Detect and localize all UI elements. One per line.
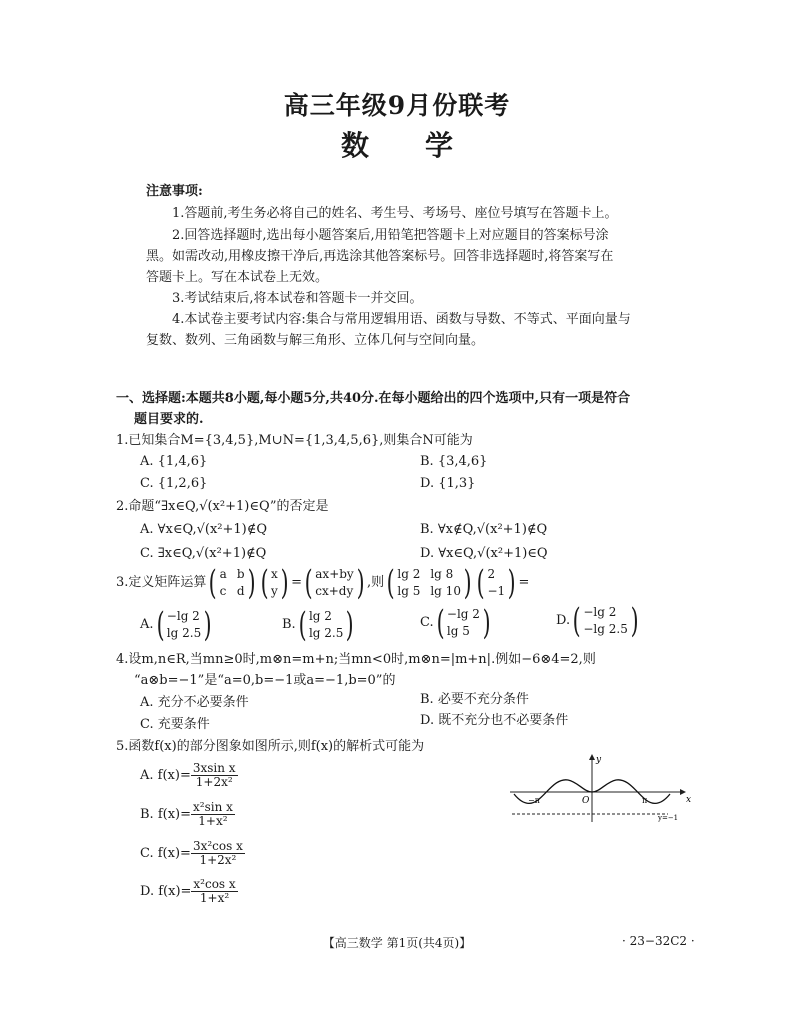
option-vector: ( lg 2 lg 2.5 ) [298, 605, 354, 645]
matrix-cell: lg 8 [430, 567, 454, 581]
page-footer: 【高三数学 第1页(共4页)】 [322, 936, 472, 950]
q3-option-b [282, 605, 357, 645]
matrix-cell: a [219, 567, 227, 581]
notes-line: 黑。如需改动,用橡皮擦干净后,再选涂其他答案标号。回答非选择题时,将答案写在 [146, 249, 614, 264]
notes-heading: 注意事项: [146, 184, 203, 199]
matrix-cell: x [271, 567, 278, 581]
vector-result: ( ax+by cx+dy ) [304, 563, 365, 603]
origin-label: O [582, 796, 590, 806]
matrix-ab: ( a b c d ) [209, 563, 256, 603]
matrix-cell: d [236, 584, 245, 598]
option-label: D. [556, 613, 571, 628]
q3-option-a [140, 605, 214, 645]
subject-title [0, 124, 794, 164]
exam-code: · 23−32C2 · [622, 934, 695, 948]
numerator: x²cos x [193, 877, 236, 891]
q4-option-b: B. 必要不充分条件 [420, 692, 529, 707]
q3-option-c [420, 603, 493, 643]
fraction [191, 801, 235, 828]
q1-option-d: D. {1,3} [420, 476, 476, 491]
neg-pi-label: −π [528, 796, 540, 805]
option-label: B. f(x)= [140, 806, 191, 822]
matrix-cell: −1 [487, 584, 506, 598]
q4-option-a: A. 充分不必要条件 [140, 695, 249, 710]
q2-option-c: C. ∃x∈Q,√(x²+1)∉Q [140, 546, 267, 561]
asymptote-label: y=−1 [658, 814, 679, 822]
matrix-cell: y [271, 584, 278, 598]
q1-option-b: B. {3,4,6} [420, 454, 488, 469]
fraction [191, 762, 238, 789]
x-axis-label: x [686, 795, 692, 805]
option-label: D. f(x)= [140, 883, 192, 899]
vector-2-1: ( 2 −1 ) [476, 563, 516, 603]
matrix-cell: 2 [487, 567, 496, 581]
matrix-cell: lg 2.5 [166, 626, 202, 640]
q3-equals-end: = [518, 575, 530, 590]
option-label: B. [282, 617, 296, 632]
q1-option-c: C. {1,2,6} [140, 476, 208, 491]
fraction [191, 878, 237, 905]
matrix-cell: −lg 2 [166, 609, 200, 623]
q5-option-c [140, 840, 245, 867]
exam-title: 高三年级9月份联考 [283, 91, 511, 120]
matrix-cell: lg 2.5 [308, 626, 344, 640]
q3-prefix: 3.定义矩阵运算 [116, 575, 207, 590]
y-axis-label: y [596, 755, 602, 765]
option-label: A. [140, 617, 154, 632]
denominator: 1+2x² [195, 775, 233, 789]
matrix-cell: lg 2 [308, 609, 332, 623]
matrix-lg: ( lg 2 lg 8 lg 5 lg 10 ) [386, 563, 472, 603]
q4-option-c: C. 充要条件 [140, 717, 210, 732]
fraction [191, 840, 245, 867]
notes-line: 1.答题前,考生务必将自己的姓名、考生号、考场号、座位号填写在答题卡上。 [172, 206, 618, 221]
q3-equals: = [291, 575, 302, 590]
denominator: 1+x² [199, 891, 230, 905]
option-label: C. [420, 615, 434, 630]
matrix-cell: c [219, 584, 227, 598]
subject-char: 数 [340, 129, 369, 162]
q4-stem-cont: “a⊗b=−1”是“a=0,b=−1或a=−1,b=0”的 [134, 673, 396, 688]
q2-option-a: A. ∀x∈Q,√(x²+1)∉Q [140, 522, 268, 537]
y-axis-arrow [589, 754, 595, 760]
q2-option-b: B. ∀x∉Q,√(x²+1)∉Q [420, 522, 548, 537]
matrix-cell: lg 2 [397, 567, 421, 581]
notes-line: 3.考试结束后,将本试卷和答题卡一并交回。 [172, 291, 423, 306]
notes-line: 2.回答选择题时,选出每小题答案后,用铅笔把答题卡上对应题目的答案标号涂 [172, 228, 609, 243]
q1-option-a: A. {1,4,6} [140, 454, 208, 469]
matrix-cell: lg 5 [397, 584, 421, 598]
numerator: 3x²cos x [192, 839, 243, 853]
notes-line: 答题卡上。写在本试卷上无效。 [146, 270, 329, 285]
q4-stem: 4.设m,n∈R,当mn≥0时,m⊗n=m+n;当mn<0时,m⊗n=|m+n|.例如−6⊗4=2,则 [116, 652, 596, 667]
pos-pi-label: π [642, 796, 648, 805]
matrix-cell: −lg 2 [583, 605, 617, 619]
notes-line: 4.本试卷主要考试内容:集合与常用逻辑用语、函数与导数、不等式、平面向量与 [172, 312, 631, 327]
denominator: 1+2x² [199, 853, 237, 867]
numerator: 3xsin x [192, 761, 236, 775]
q5-option-b [140, 801, 235, 828]
q2-stem: 2.命题“∃x∈Q,√(x²+1)∈Q”的否定是 [116, 499, 329, 514]
matrix-cell: b [236, 567, 245, 581]
section-heading-cont: 题目要求的. [134, 412, 204, 427]
denominator: 1+x² [198, 814, 228, 828]
q3-option-d [556, 601, 641, 641]
vector-xy: ( x y ) [260, 563, 289, 603]
matrix-cell: −lg 2 [446, 607, 480, 621]
matrix-cell: lg 5 [446, 624, 470, 638]
numerator: x²sin x [193, 800, 233, 814]
notes-line: 复数、数列、三角函数与解三角形、立体几何与空间向量。 [146, 333, 485, 348]
option-label: A. f(x)= [140, 767, 191, 783]
matrix-cell: −lg 2.5 [583, 622, 628, 636]
option-vector: ( −lg 2 lg 2.5 ) [156, 605, 212, 645]
option-vector: ( −lg 2 lg 5 ) [436, 603, 491, 643]
q5-stem: 5.函数f(x)的部分图象如图所示,则f(x)的解析式可能为 [116, 739, 425, 754]
subject-char: 学 [425, 129, 454, 162]
option-vector: ( −lg 2 −lg 2.5 ) [572, 601, 639, 641]
section-heading: 一、选择题:本题共8小题,每小题5分,共40分.在每小题给出的四个选项中,只有一项是符合 [116, 391, 631, 406]
q4-option-d: D. 既不充分也不必要条件 [420, 713, 569, 728]
option-label: C. f(x)= [140, 845, 191, 861]
function-graph [508, 752, 694, 824]
q3-stem [116, 563, 530, 603]
q3-mid: ,则 [366, 575, 385, 590]
q5-option-a [140, 762, 238, 789]
q5-option-d [140, 878, 238, 905]
q2-option-d: D. ∀x∈Q,√(x²+1)∈Q [420, 546, 548, 561]
matrix-cell: lg 10 [430, 584, 461, 598]
q1-stem: 1.已知集合M={3,4,5},M∪N={1,3,4,5,6},则集合N可能为 [116, 433, 473, 448]
matrix-cell: cx+dy [315, 584, 354, 598]
matrix-cell: ax+by [315, 567, 354, 581]
